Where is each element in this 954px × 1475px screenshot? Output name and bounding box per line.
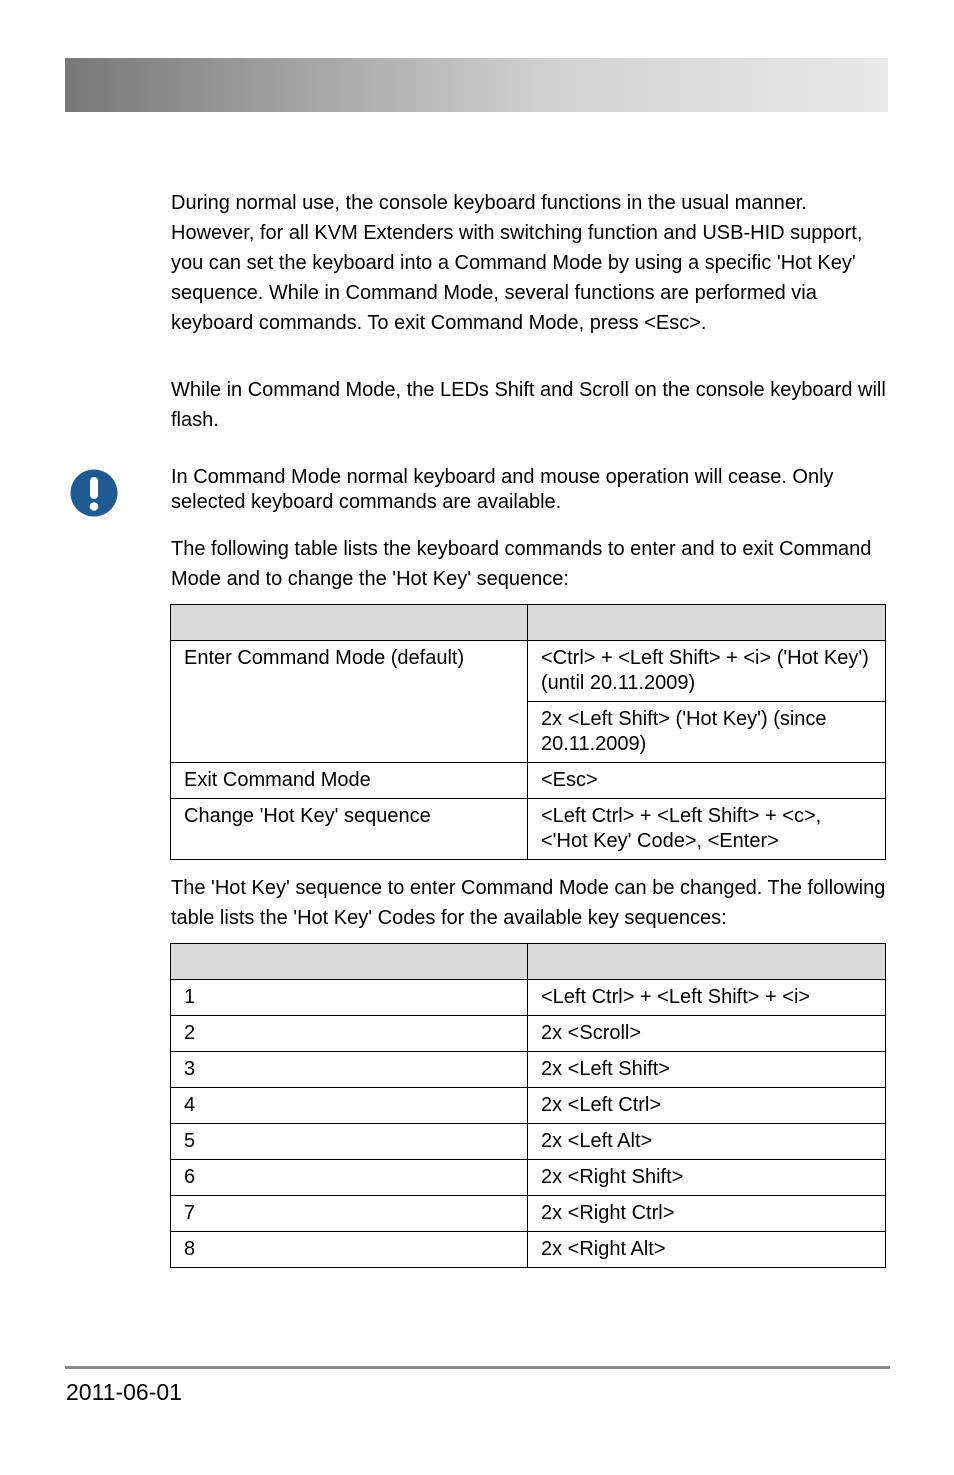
table-cell-sequence: 2x <Left Alt> bbox=[528, 1124, 886, 1160]
table-row bbox=[171, 1052, 886, 1088]
table-cell-function: Change 'Hot Key' sequence bbox=[171, 799, 528, 860]
footer-date: 2011-06-01 bbox=[66, 1379, 182, 1405]
table-cell-code: 5 bbox=[171, 1124, 528, 1160]
table-cell-command: 2x <Left Shift> ('Hot Key') (since 20.11.2009) bbox=[528, 702, 886, 763]
table-cell-sequence: 2x <Left Ctrl> bbox=[528, 1088, 886, 1124]
table-row bbox=[171, 763, 886, 799]
table-cell-command: <Left Ctrl> + <Left Shift> + <c>, <'Hot Key' Code>, <Enter> bbox=[528, 799, 886, 860]
table-cell-code: 7 bbox=[171, 1196, 528, 1232]
table-cell-sequence: 2x <Right Alt> bbox=[528, 1232, 886, 1268]
hotkey-code-table bbox=[170, 943, 886, 1268]
intro-paragraph: During normal use, the console keyboard functions in the usual manner. However, for all KVM Extenders with switching function and USB-HID support, you can set the keyboard into a Command Mode by using a specific 'Hot Key' sequence. While in Command Mode, several functions are performed via keyboard commands. To exit Command Mode, press <Esc>. bbox=[171, 192, 863, 334]
table-cell-code: 8 bbox=[171, 1232, 528, 1268]
table-row bbox=[171, 1160, 886, 1196]
table-row bbox=[171, 799, 886, 860]
table-cell-command: <Ctrl> + <Left Shift> + <i> ('Hot Key') (until 20.11.2009) bbox=[528, 641, 886, 702]
table-cell-sequence: 2x <Scroll> bbox=[528, 1016, 886, 1052]
footer-rule bbox=[65, 1366, 890, 1369]
table1-intro: The following table lists the keyboard commands to enter and to exit Command Mode and to change the 'Hot Key' sequence: bbox=[171, 538, 872, 590]
table-header-row bbox=[171, 944, 886, 980]
table-row bbox=[171, 980, 886, 1016]
table2-intro: The 'Hot Key' sequence to enter Command Mode can be changed. The following table lists the 'Hot Key' Codes for the available key sequences: bbox=[171, 877, 886, 929]
table-row bbox=[171, 1016, 886, 1052]
table-header-cell bbox=[171, 605, 528, 641]
table-cell-sequence: 2x <Right Ctrl> bbox=[528, 1196, 886, 1232]
table-header-cell bbox=[171, 944, 528, 980]
table-cell-sequence: 2x <Left Shift> bbox=[528, 1052, 886, 1088]
table-cell-function: Exit Command Mode bbox=[171, 763, 528, 799]
table-header-row bbox=[171, 605, 886, 641]
table-cell-code: 6 bbox=[171, 1160, 528, 1196]
led-paragraph: While in Command Mode, the LEDs Shift and Scroll on the console keyboard will flash. bbox=[171, 379, 886, 431]
table-row bbox=[171, 1232, 886, 1268]
table-row bbox=[171, 1124, 886, 1160]
table-row bbox=[171, 641, 886, 702]
table-cell-command: <Esc> bbox=[528, 763, 886, 799]
exclamation-icon bbox=[70, 469, 118, 517]
table-cell-function: Enter Command Mode (default) bbox=[171, 641, 528, 763]
table-cell-code: 4 bbox=[171, 1088, 528, 1124]
table-cell-sequence: 2x <Right Shift> bbox=[528, 1160, 886, 1196]
table-cell-code: 1 bbox=[171, 980, 528, 1016]
table-header-cell bbox=[528, 605, 886, 641]
command-table bbox=[170, 604, 886, 860]
table-cell-sequence: <Left Ctrl> + <Left Shift> + <i> bbox=[528, 980, 886, 1016]
header-bar bbox=[65, 58, 888, 112]
table-cell-code: 2 bbox=[171, 1016, 528, 1052]
table-cell-code: 3 bbox=[171, 1052, 528, 1088]
table-header-cell bbox=[528, 944, 886, 980]
table-row bbox=[171, 1196, 886, 1232]
table-row bbox=[171, 1088, 886, 1124]
note-text: In Command Mode normal keyboard and mouse operation will cease. Only selected keyboard commands are available. bbox=[171, 466, 834, 513]
